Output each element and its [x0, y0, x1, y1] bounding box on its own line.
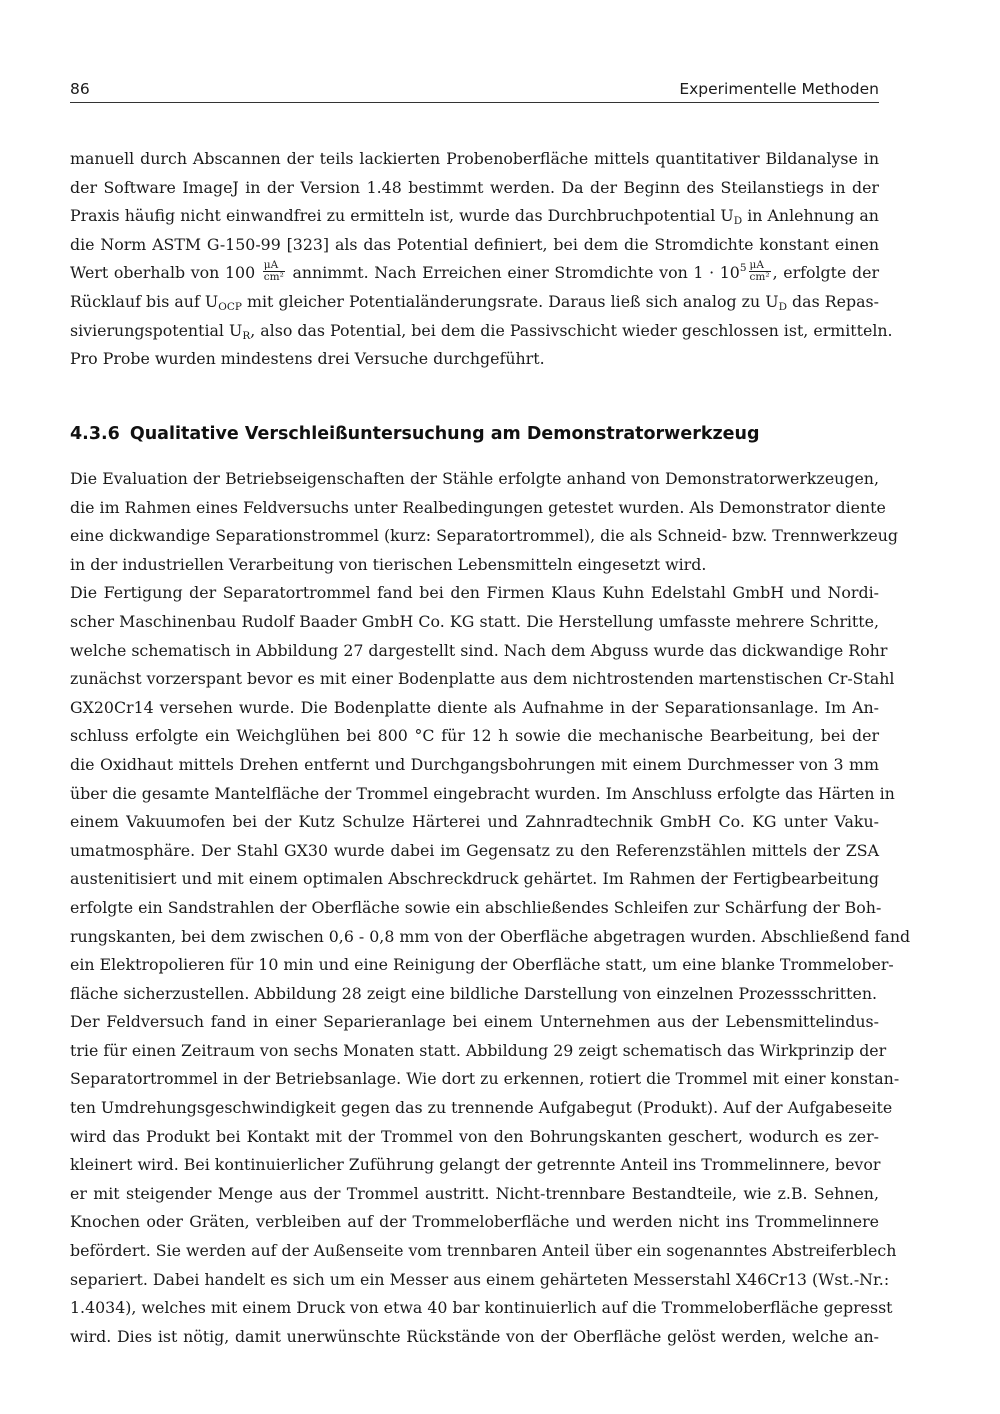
text-line: einem Vakuumofen bei der Kutz Schulze Härterei und Zahnradtechnik GmbH Co. KG unter Vaku- [70, 812, 879, 832]
running-header [70, 78, 879, 103]
text-line: der Software ImageJ in der Version 1.48 bestimmt werden. Da der Beginn des Steilanstiegs in der [70, 177, 879, 197]
text-line: separiert. Dabei handelt es sich um ein Messer aus einem gehärteten Messerstahl X46Cr13 (Wst.-Nr.: [70, 1269, 890, 1289]
text-line: Pro Probe wurden mindestens drei Versuche durchgeführt. [70, 349, 545, 369]
text-line: wird. Dies ist nötig, damit unerwünschte Rückstände von der Oberfläche gelöst werden, welche an- [70, 1326, 879, 1346]
text-line: GX20Cr14 versehen wurde. Die Bodenplatte diente als Aufnahme in der Separationsanlage. Im An- [70, 697, 879, 717]
text-line: Wert oberhalb von 100 $\frac{\mu A}{\text{cm²}}$ annimmt. Nach Erreichen einer Stromdichte von $1 \cdot 10^5$ $\frac{\mu A}{\text{cm²}}$ , erfolgte der [70, 259, 879, 284]
text-line: schluss erfolgte ein Weichglühen bei 800 °C für 12 h sowie die mechanische Bearbeitung, bei der [70, 726, 879, 746]
text-line: Praxis häufig nicht einwandfrei zu ermitteln ist, wurde das Durchbruchpotential $U_D$ in Anlehnung an [70, 206, 879, 228]
text-line: die Oxidhaut mittels Drehen entfernt und Durchgangsbohrungen mit einem Durchmesser von 3 mm [70, 754, 879, 774]
section-title: Qualitative Verschleißuntersuchung am Demonstratorwerkzeug [129, 424, 760, 444]
text-line: eine dickwandige Separationstrommel (kurz: Separatortrommel), die als Schneid- bzw. Trennwerkzeug [70, 526, 899, 546]
text-line: manuell durch Abscannen der teils lackierten Probenoberfläche mittels quantitativer Bildanalyse in [70, 149, 879, 168]
unit-fraction: $\frac{\mu A}{\text{cm²}}$ [263, 259, 284, 284]
section-number: 4.3.6 [70, 424, 120, 444]
text-line: die im Rahmen eines Feldversuchs unter Realbedingungen getestet wurden. Als Demonstrator diente [70, 497, 886, 517]
text-line: fläche sicherzustellen. Abbildung 28 zeigt eine bildliche Darstellung von einzelnen Prozessschritten. [70, 983, 878, 1003]
text-line: Der Feldversuch fand in einer Separieranlage bei einem Unternehmen aus der Lebensmittelindus- [70, 1012, 879, 1032]
page-number: 86 [70, 80, 90, 98]
text-line: kleinert wird. Bei kontinuierlicher Zuführung gelangt der getrennte Anteil ins Trommelinnere, bevor [70, 1155, 881, 1175]
paragraph-1 [70, 145, 893, 374]
text-line: er mit steigender Menge aus der Trommel austritt. Nicht-trennbare Bestandteile, wie z.B. Sehnen, [70, 1183, 879, 1203]
text-line: austenitisiert und mit einem optimalen Abschreckdruck gehärtet. Im Rahmen der Fertigbearbeitung [70, 869, 879, 889]
text-line: zunächst vorzerspant bevor es mit einer Bodenplatte aus dem nichtrostenden martenstischen Cr-Stahl [70, 669, 895, 689]
text-line: Die Fertigung der Separatortrommel fand bei den Firmen Klaus Kuhn Edelstahl GmbH und Nordi- [70, 583, 879, 603]
text-line: scher Maschinenbau Rudolf Baader GmbH Co. KG statt. Die Herstellung umfasste mehrere Schritte, [70, 611, 879, 631]
text-line: in der industriellen Verarbeitung von tierischen Lebensmitteln eingesetzt wird. [70, 554, 707, 574]
text-line: rungskanten, bei dem zwischen 0,6 - 0,8 mm von der Oberfläche abgetragen wurden. Abschließend fand [70, 926, 911, 946]
text-line: trie für einen Zeitraum von sechs Monaten statt. Abbildung 29 zeigt schematisch das Wirkprinzip der [70, 1040, 887, 1060]
text-line: sivierungspotential $U_R$, also das Potential, bei dem die Passivschicht wieder geschlossen ist, ermitteln. [70, 320, 893, 342]
text-line: ten Umdrehungsgeschwindigkeit gegen das zu trennende Aufgabegut (Produkt). Auf der Aufgabeseite [70, 1098, 893, 1118]
text-line: Separatortrommel in der Betriebsanlage. Wie dort zu erkennen, rotiert die Trommel mit einer konstan- [70, 1069, 900, 1089]
text-line: Knochen oder Gräten, verbleiben auf der Trommeloberfläche und werden nicht ins Trommelinnere [70, 1212, 879, 1232]
section-heading [70, 424, 760, 444]
paragraph-2 [70, 465, 911, 1351]
text-line: Rücklauf bis auf $U_{OCP}$ mit gleicher Potentialänderungsrate. Daraus ließ sich analog zu $U_D$ das Repas- [70, 291, 879, 313]
text-line: die Norm ASTM G-150-99 [323] als das Potential definiert, bei dem die Stromdichte konstant einen [70, 234, 879, 254]
text-line: Die Evaluation der Betriebseigenschaften der Stähle erfolgte anhand von Demonstratorwerkzeugen, [70, 469, 879, 488]
text-line: welche schematisch in Abbildung 27 dargestellt sind. Nach dem Abguss wurde das dickwandige Rohr [70, 640, 888, 660]
unit-fraction: $\frac{\mu A}{\text{cm²}}$ [749, 259, 770, 284]
text-line: 1.4034), welches mit einem Druck von etwa 40 bar kontinuierlich auf die Trommeloberfläche gepresst [70, 1298, 893, 1318]
text-line: wird das Produkt bei Kontakt mit der Trommel von den Bohrungskanten geschert, wodurch es zer- [70, 1126, 879, 1146]
text-line: umatmosphäre. Der Stahl GX30 wurde dabei im Gegensatz zu den Referenzstählen mittels der ZSA [70, 840, 879, 860]
text-line: über die gesamte Mantelfläche der Trommel eingebracht wurden. Im Anschluss erfolgte das Härten in [70, 783, 895, 803]
chapter-title: Experimentelle Methoden [679, 80, 879, 98]
text-line: befördert. Sie werden auf der Außenseite vom trennbaren Anteil über ein sogenanntes Abstreiferblech [70, 1241, 897, 1261]
text-line: ein Elektropolieren für 10 min und eine Reinigung der Oberfläche statt, um eine blanke Trommelober- [70, 955, 894, 975]
text-line: erfolgte ein Sandstrahlen der Oberfläche sowie ein abschließendes Schleifen zur Schärfung der Boh- [70, 897, 882, 917]
